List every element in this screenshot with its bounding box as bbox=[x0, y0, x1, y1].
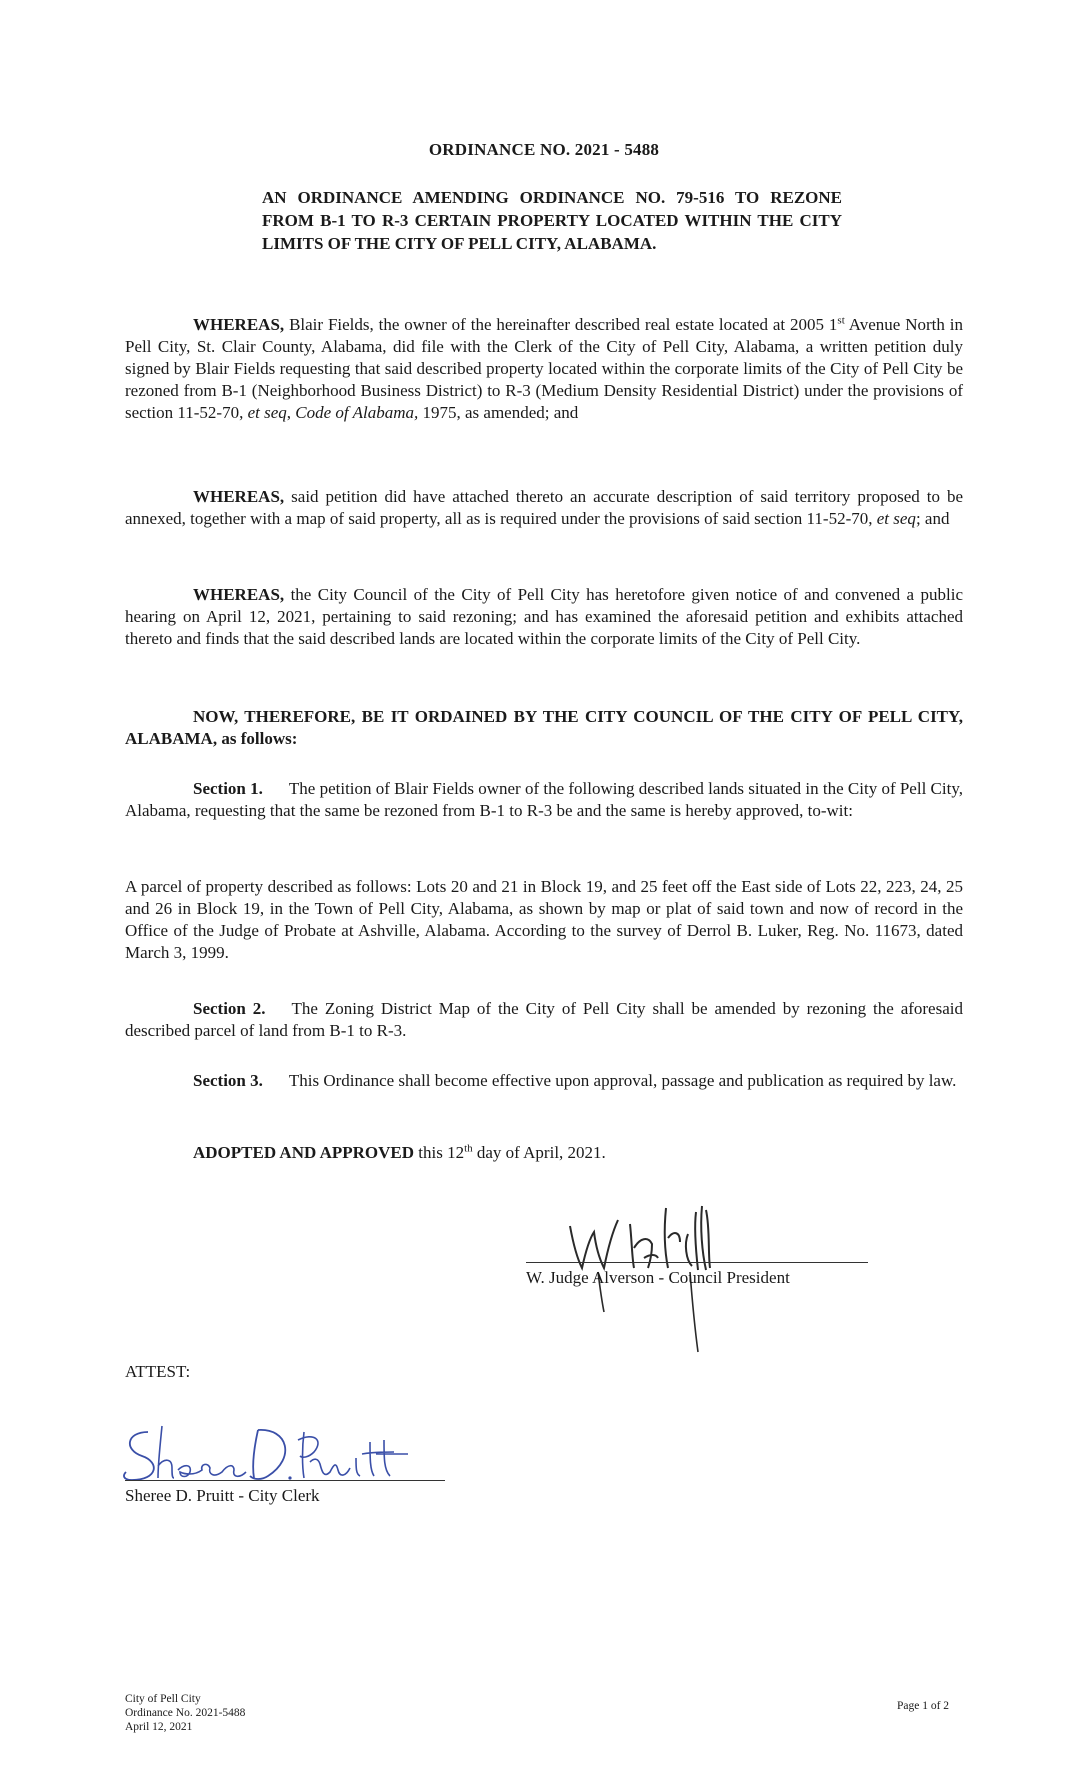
ordinance-title: ORDINANCE NO. 2021 - 5488 bbox=[428, 140, 660, 159]
section-label: Section 2. bbox=[193, 999, 266, 1018]
whereas-lead: WHEREAS, bbox=[193, 585, 285, 604]
signature-line bbox=[526, 1262, 868, 1263]
signature-line bbox=[125, 1480, 445, 1481]
attest-label: ATTEST: bbox=[125, 1362, 191, 1381]
ordinance-subtitle: AN ORDINANCE AMENDING ORDINANCE NO. 79-516 TO REZONE FROM B-1 TO R-3 CERTAIN PROPERTY LOCATED WITHIN THE CITY LIMITS OF THE CITY OF PELL CITY, ALABAMA. bbox=[262, 188, 842, 253]
section-label: Section 1. bbox=[193, 779, 263, 798]
council-president-name: W. Judge Alverson - Council President bbox=[526, 1268, 790, 1287]
section-2: Section 2. The Zoning District Map of the City of Pell City shall be amended by rezoning the aforesaid described parcel of land from B-1 to R-3. bbox=[125, 999, 963, 1040]
section-1: Section 1. The petition of Blair Fields owner of the following described lands situated in the City of Pell City, Alabama, requesting that the same be rezoned from B-1 to R-3 be and the same is hereby approved, to-wit: bbox=[125, 779, 963, 820]
section-3: Section 3. This Ordinance shall become effective upon approval, passage and publication as required by law. bbox=[193, 1071, 957, 1090]
city-clerk-name: Sheree D. Pruitt - City Clerk bbox=[125, 1486, 320, 1505]
whereas-paragraph-1: WHEREAS, Blair Fields, the owner of the hereinafter described real estate located at 2005 1st Avenue North in Pell City, St. Clair County, Alabama, did file with the Clerk of the City of Pell City, Alabama, a written petition duly signed by Blair Fields requesting that said described property located within the corporate limits of the City of Pell City be rezoned from B-1 (Neighborhood Business District) to R-3 (Medium Density Residential District) under the provisions of section 11-52-70, et seq, Code of Alabama, 1975, as amended; and bbox=[125, 314, 963, 422]
whereas-lead: WHEREAS, bbox=[193, 487, 285, 506]
whereas-paragraph-3: WHEREAS, the City Council of the City of Pell City has heretofore given notice of and convened a public hearing on April 12, 2021, pertaining to said rezoning; and has examined the aforesaid petition and exhibits attached thereto and finds that the said described lands are located within the corporate limits of the City of Pell City. bbox=[125, 585, 963, 648]
page-number: Page 1 of 2 bbox=[897, 1700, 950, 1712]
footer-document-info: City of Pell City Ordinance No. 2021-5488 April 12, 2021 bbox=[125, 1693, 246, 1733]
parcel-description: A parcel of property described as follows: Lots 20 and 21 in Block 19, and 25 feet off the East side of Lots 22, 223, 24, 25 and 26 in Block 19, in the Town of Pell City, Alabama, as shown by map or plat of said town and now of record in the Office of the Judge of Probate at Ashville, Alabama. According to the survey of Derrol B. Luker, Reg. No. 11673, dated March 3, 1999. bbox=[125, 877, 963, 962]
adopted-statement: ADOPTED AND APPROVED this 12th day of April, 2021. bbox=[193, 1142, 606, 1162]
ordained-paragraph: NOW, THEREFORE, BE IT ORDAINED BY THE CITY COUNCIL OF THE CITY OF PELL CITY, ALABAMA, as follows: bbox=[125, 707, 963, 748]
whereas-lead: WHEREAS, bbox=[193, 315, 285, 334]
whereas-paragraph-2: WHEREAS, said petition did have attached thereto an accurate description of said territory proposed to be annexed, together with a map of said property, all as is required under the provisions of said section 11-52-70, et seq; and bbox=[125, 487, 963, 528]
section-label: Section 3. bbox=[193, 1071, 263, 1090]
